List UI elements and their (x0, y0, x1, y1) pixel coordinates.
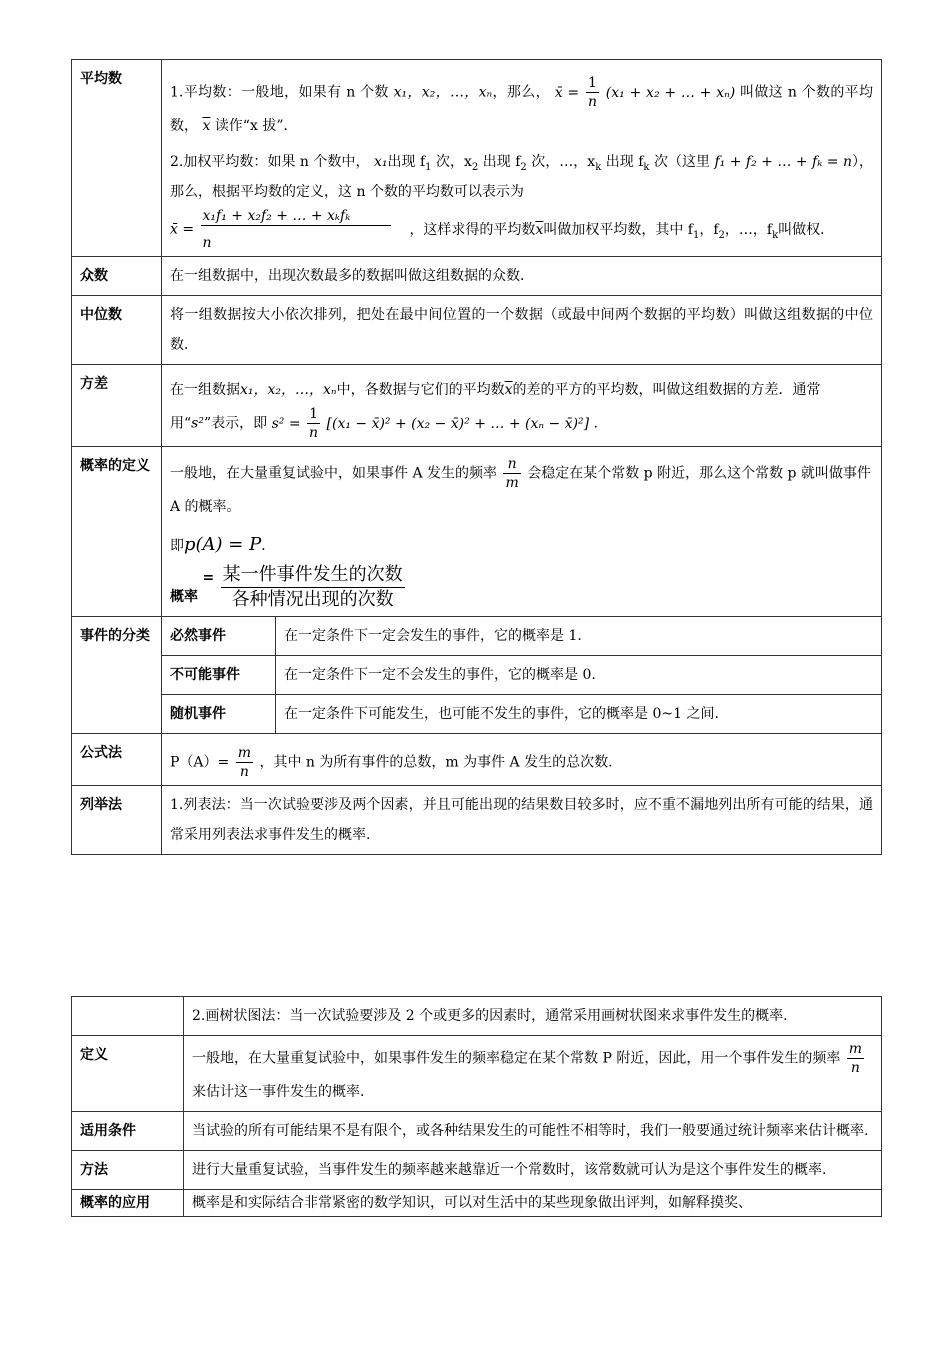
cell-method: 进行大量重复试验，当事件发生的频率越来越靠近一个常数时，该常数就可认为是这个事件发生的概率. (184, 1151, 882, 1190)
header-variance: 方差 (72, 365, 162, 447)
probability-statistics-table-1 (71, 59, 882, 855)
prob-ratio-formula: 概率 = $\frac{\text{某一件事件发生的次数}}{\text{各种情况出现的次数}}$ (170, 564, 403, 610)
header-mode: 众数 (72, 257, 162, 296)
cell-mean (162, 60, 882, 257)
mean-def-text: 1.平均数：一般地，如果有 n 个数 x₁，x₂，…，xₙ，那么， x̄ = $\frac{1}{n}$ (x₁ + x₂ + … + xₙ) 叫做这 n 个数的平均数， $\overline{x}$ 读作“x 拔”． (170, 75, 874, 134)
mean-seq-formula: x₁，x₂，…，xₙ (393, 84, 493, 101)
classify-name-2: 随机事件 (162, 695, 276, 734)
classify-name-1: 不可能事件 (162, 656, 276, 695)
row-classify-2 (72, 656, 882, 695)
probability-statistics-table-2 (71, 996, 882, 1217)
header-prob-def: 概率的定义 (72, 447, 162, 617)
row-mean (72, 60, 882, 257)
pA-formula: p(A) = P (184, 534, 262, 555)
row-prob-def (72, 447, 882, 617)
header-method: 方法 (72, 1151, 184, 1190)
row-enum (72, 786, 882, 855)
row-formula (72, 734, 882, 786)
classify-desc-1: 在一定条件下一定不会发生的事件，它的概率是 0. (276, 656, 882, 695)
header-median: 中位数 (72, 296, 162, 365)
row-mode (72, 257, 882, 296)
classify-name-0: 必然事件 (162, 617, 276, 656)
m-over-n-fraction: $\frac{m}{n}$ (237, 745, 251, 780)
row-cond (72, 1112, 882, 1151)
header-apply: 概率的应用 (72, 1190, 184, 1217)
header-cond: 适用条件 (72, 1112, 184, 1151)
cell-cond: 当试验的所有可能结果不是有限个，或各种结果发生的可能性不相等时，我们一般要通过统计频率来估计概率. (184, 1112, 882, 1151)
header-freq-def: 定义 (72, 1036, 184, 1112)
xbar-symbol: $\overline{x}$ (202, 118, 211, 134)
cell-tree: 2.画树状图法：当一次试验要涉及 2 个或更多的因素时，通常采用画树状图来求事件发生的概率. (184, 997, 882, 1036)
row-tree (72, 997, 882, 1036)
header-formula: 公式法 (72, 734, 162, 786)
row-apply (72, 1190, 882, 1217)
classify-desc-2: 在一定条件下可能发生，也可能不发生的事件，它的概率是 0~1 之间. (276, 695, 882, 734)
freq-m-over-n: $\frac{m}{n}$ (848, 1041, 863, 1076)
header-mean: 平均数 (72, 60, 162, 257)
cell-apply: 概率是和实际结合非常紧密的数学知识，可以对生活中的某些现象做出评判，如解释摸奖、 (184, 1190, 882, 1217)
mean-formula: x̄ = $\frac{1}{n}$ (x₁ + x₂ + … + xₙ) (554, 75, 736, 110)
cell-prob-def: 一般地，在大量重复试验中，如果事件 A 发生的频率 $\frac{n}{m}$ 会稳定在某个常数 p 附近，那么这个常数 p 就叫做事件 A 的概率。 即p(A) = P． 概率 = $\frac{\text{某一件事件发生的次数}}{\text{各种情况出现的次数}}$ (162, 447, 882, 617)
row-classify-3 (72, 695, 882, 734)
cell-formula: P（A）= $\frac{m}{n}$ ，其中 n 为所有事件的总数，m 为事件 A 发生的总次数． (162, 734, 882, 786)
row-variance (72, 365, 882, 447)
classify-desc-0: 在一定条件下一定会发生的事件，它的概率是 1. (276, 617, 882, 656)
row-classify-1 (72, 617, 882, 656)
header-tree-empty (72, 997, 184, 1036)
row-median (72, 296, 882, 365)
weighted-mean-text: 2.加权平均数：如果 n 个数中， x₁出现 $f_1$ 次，$x_2$ 出现 $f_2$ 次，…，$x_k$ 出现 $f_k$ 次（这里 f₁ + f₂ + … + fₖ = n），那么，根据平均数的定义，这 n 个数的平均数可以表示为 x̄ = $\frac{\text{x₁f₁ + x₂f₂ + … + xₖfₖ}}{n}$ ，这样求得的平均数$\overline{x}$叫做加权平均数，其中 $f_1$，$f_2$，…，$f_k$叫做权． (170, 154, 874, 251)
f-sum-formula: f₁ + f₂ + … + fₖ = n (714, 154, 852, 170)
cell-freq-def: 一般地，在大量重复试验中，如果事件发生的频率稳定在某个常数 P 附近，因此，用一个事件发生的频率 $\frac{m}{n}$ 来估计这一事件发生的概率. (184, 1036, 882, 1112)
cell-median: 将一组数据按大小依次排列，把处在最中间位置的一个数据（或最中间两个数据的平均数）叫做这组数据的中位数． (162, 296, 882, 365)
cell-variance: 在一组数据x₁，x₂，…，xₙ中，各数据与它们的平均数$\overline{x}$的差的平方的平均数，叫做这组数据的方差．通常用“s²”表示，即 s² = $\frac{1}{n}$ [(x₁ − x̄)² + (x₂ − x̄)² + … + (xₙ − x̄)²] ． (162, 365, 882, 447)
row-freq-def (72, 1036, 882, 1112)
cell-mode: 在一组数据中，出现次数最多的数据叫做这组数据的众数． (162, 257, 882, 296)
header-enum: 列举法 (72, 786, 162, 855)
freq-fraction: $\frac{n}{m}$ (505, 456, 519, 491)
header-classify: 事件的分类 (72, 617, 162, 734)
cell-enum: 1.列表法：当一次试验要涉及两个因素，并且可能出现的结果数目较多时，应不重不漏地列出所有可能的结果，通常采用列表法求事件发生的概率. (162, 786, 882, 855)
weighted-mean-formula: x̄ = $\frac{\text{x₁f₁ + x₂f₂ + … + xₖfₖ}}{n}$ (170, 207, 393, 252)
row-method (72, 1151, 882, 1190)
variance-formula: s² = $\frac{1}{n}$ [(x₁ − x̄)² + (x₂ − x̄)² + … + (xₙ − x̄)²] (271, 406, 590, 441)
